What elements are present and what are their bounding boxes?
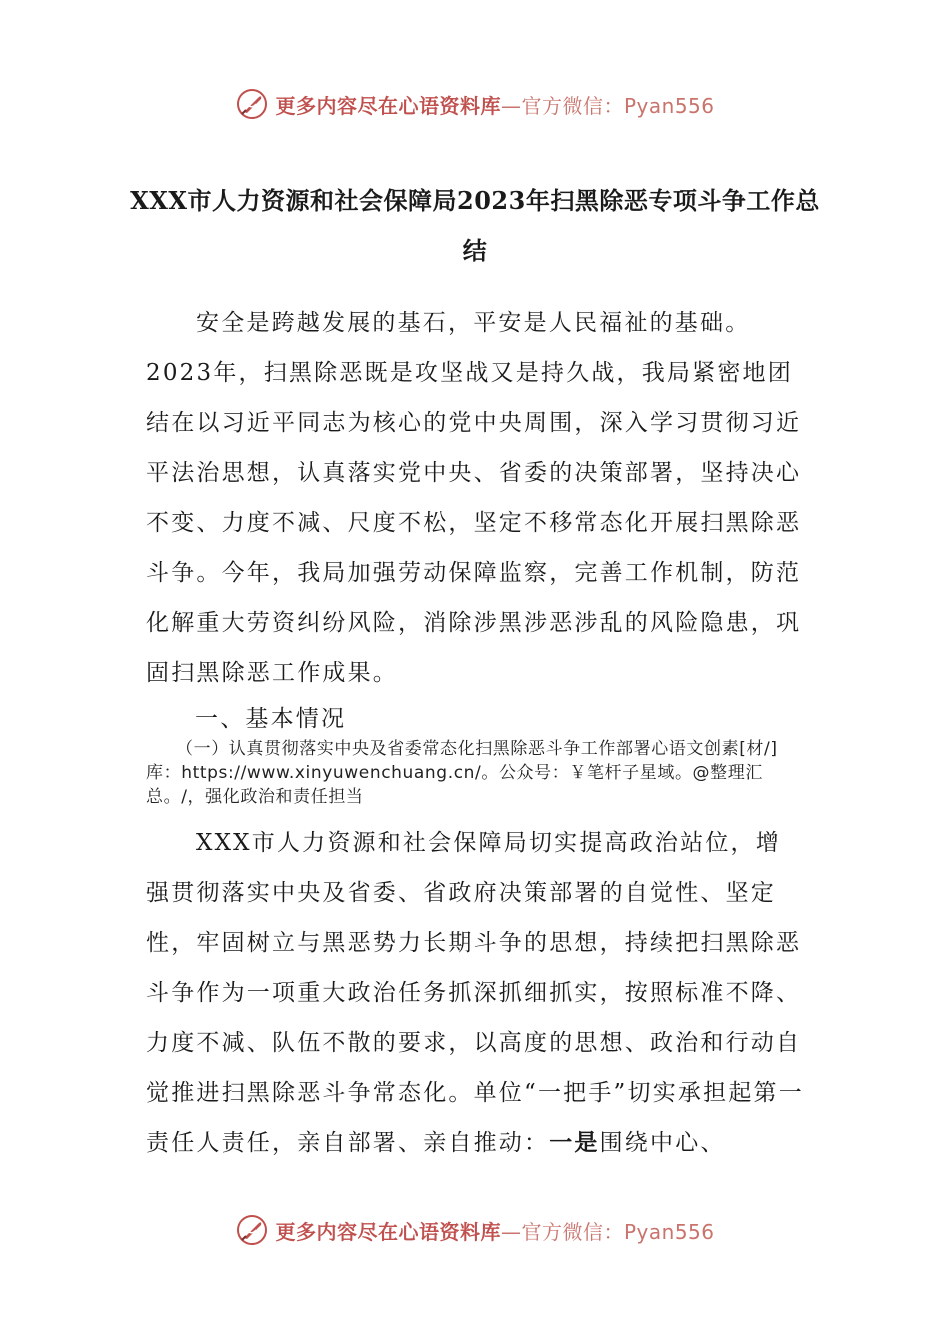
subsection-heading: （一）认真贯彻落实中央及省委常态化扫黑除恶斗争工作部署心语文创素[材/]库：https://www.xinyuwenchuang.cn/。公众号：￥笔杆子星域。@整理汇总。/，强化政治和责任担当 — [146, 739, 778, 807]
body-paragraph: XXX市人力资源和社会保障局切实提高政治站位，增强贯彻落实中央及省委、省政府决策部署的自觉性、坚定性，牢固树立与黑恶势力长期斗争的思想，持续把扫黑除恶斗争作为一项重大政治任务抓深抓细抓实，按照标准不降、力度不减、队伍不散的要求，以高度的思想、政治和行动自觉推进扫黑除恶斗争常态化。单位“一把手”切实承担起第一责任人责任，亲自部署、亲自推动：一是围绕中心、 — [146, 830, 804, 1156]
quill-logo-icon — [235, 1213, 269, 1247]
banner-text: 更多内容尽在心语资料库—官方微信：Pyan556 — [275, 93, 715, 118]
intro-paragraph: 安全是跨越发展的基石，平安是人民福祉的基础。2023年，扫黑除恶既是攻坚战又是持久战，我局紧密地团结在以习近平同志为核心的党中央周围，深入学习贯彻习近平法治思想，认真落实党中央、省委的决策部署，坚持决心不变、力度不减、尺度不松，坚定不移常态化开展扫黑除恶斗争。今年，我局加强劳动保障监察，完善工作机制，防范化解重大劳资纠纷风险，消除涉黑涉恶涉乱的风险隐患，巩固扫黑除恶工作成果。 — [146, 310, 802, 686]
quill-logo-icon — [235, 87, 269, 121]
bold-marker: 一是 — [549, 1129, 600, 1156]
footer-banner — [0, 1210, 950, 1250]
section-heading: 一、基本情况 — [195, 706, 347, 732]
header-banner — [0, 84, 950, 124]
banner-text: 更多内容尽在心语资料库—官方微信：Pyan556 — [275, 1219, 715, 1244]
document-title: XXX市人力资源和社会保障局2023年扫黑除恶专项斗争工作总结 — [130, 186, 820, 265]
